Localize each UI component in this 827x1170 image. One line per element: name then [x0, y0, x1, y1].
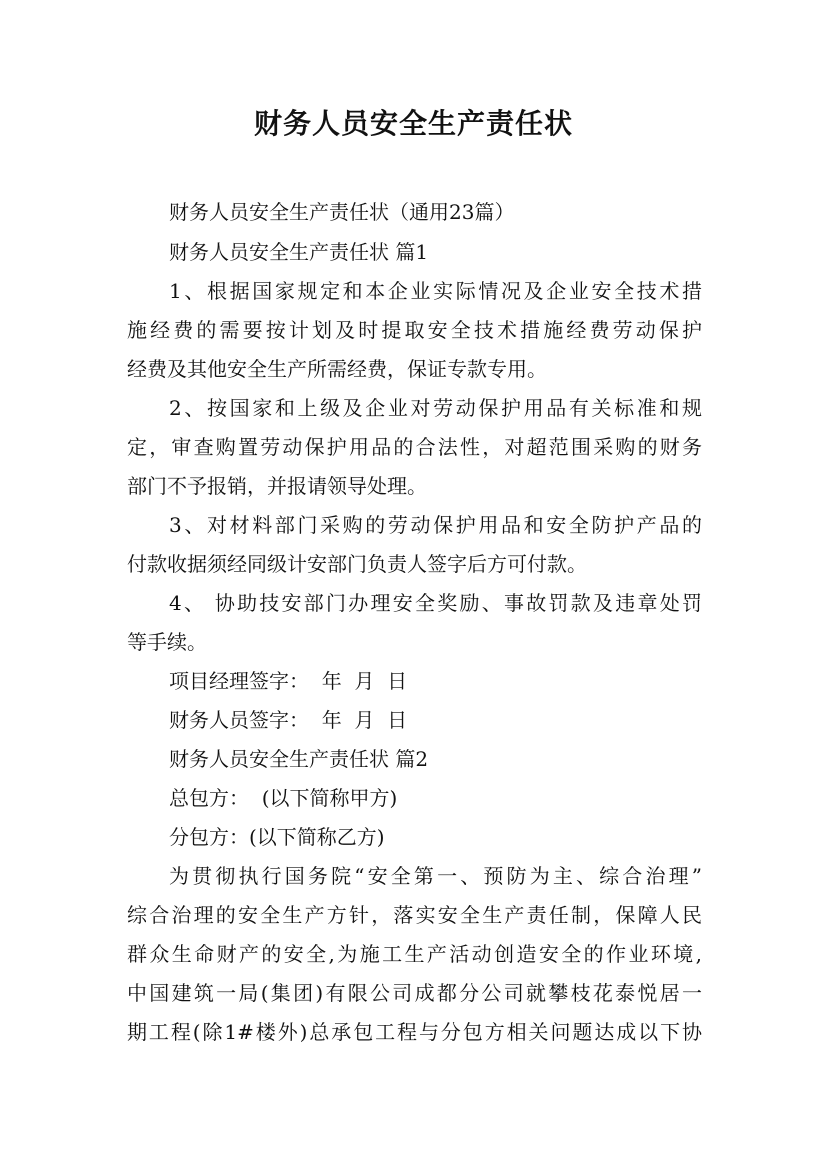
paragraph-line: 4、 协助技安部门办理安全奖励、事故罚款及违章处罚 [169, 591, 702, 615]
document-title: 财务人员安全生产责任状 [253, 107, 573, 140]
paragraph-line: 期工程(除1#楼外)总承包工程与分包方相关问题达成以下协 [127, 1020, 702, 1044]
paragraph-line: 等手续。 [127, 630, 207, 654]
paragraph-line: 3、对材料部门采购的劳动保护用品和安全防护产品的 [169, 513, 702, 537]
paragraph-line: 部门不予报销，并报请领导处理。 [127, 474, 427, 498]
paragraph-line: 1、根据国家规定和本企业实际情况及企业安全技术措 [169, 279, 702, 303]
subtitle-line: 财务人员安全生产责任状（通用23篇） [169, 200, 515, 224]
party-line-general: 总包方： (以下简称甲方) [169, 786, 398, 810]
paragraph-line: 施经费的需要按计划及时提取安全技术措施经费劳动保护 [127, 318, 702, 342]
signature-line-finance: 财务人员签字： 年 月 日 [169, 708, 408, 732]
section-heading: 财务人员安全生产责任状 篇2 [169, 747, 429, 771]
paragraph-line: 中国建筑一局(集团)有限公司成都分公司就攀枝花泰悦居一 [127, 981, 702, 1005]
paragraph-line: 定，审查购置劳动保护用品的合法性，对超范围采购的财务 [127, 435, 702, 459]
paragraph-line: 综合治理的安全生产方针，落实安全生产责任制，保障人民 [127, 903, 702, 927]
paragraph-line: 为贯彻执行国务院“安全第一、预防为主、综合治理” [169, 864, 702, 888]
paragraph-line: 2、按国家和上级及企业对劳动保护用品有关标准和规 [169, 396, 702, 420]
paragraph-line: 经费及其他安全生产所需经费，保证专款专用。 [127, 357, 547, 381]
party-line-sub: 分包方：(以下简称乙方) [169, 825, 385, 849]
paragraph-line: 付款收据须经同级计安部门负责人签字后方可付款。 [127, 552, 587, 576]
paragraph-line: 群众生命财产的安全,为施工生产活动创造安全的作业环境, [127, 942, 702, 966]
signature-line-manager: 项目经理签字： 年 月 日 [169, 669, 408, 693]
section-heading: 财务人员安全生产责任状 篇1 [169, 240, 429, 264]
